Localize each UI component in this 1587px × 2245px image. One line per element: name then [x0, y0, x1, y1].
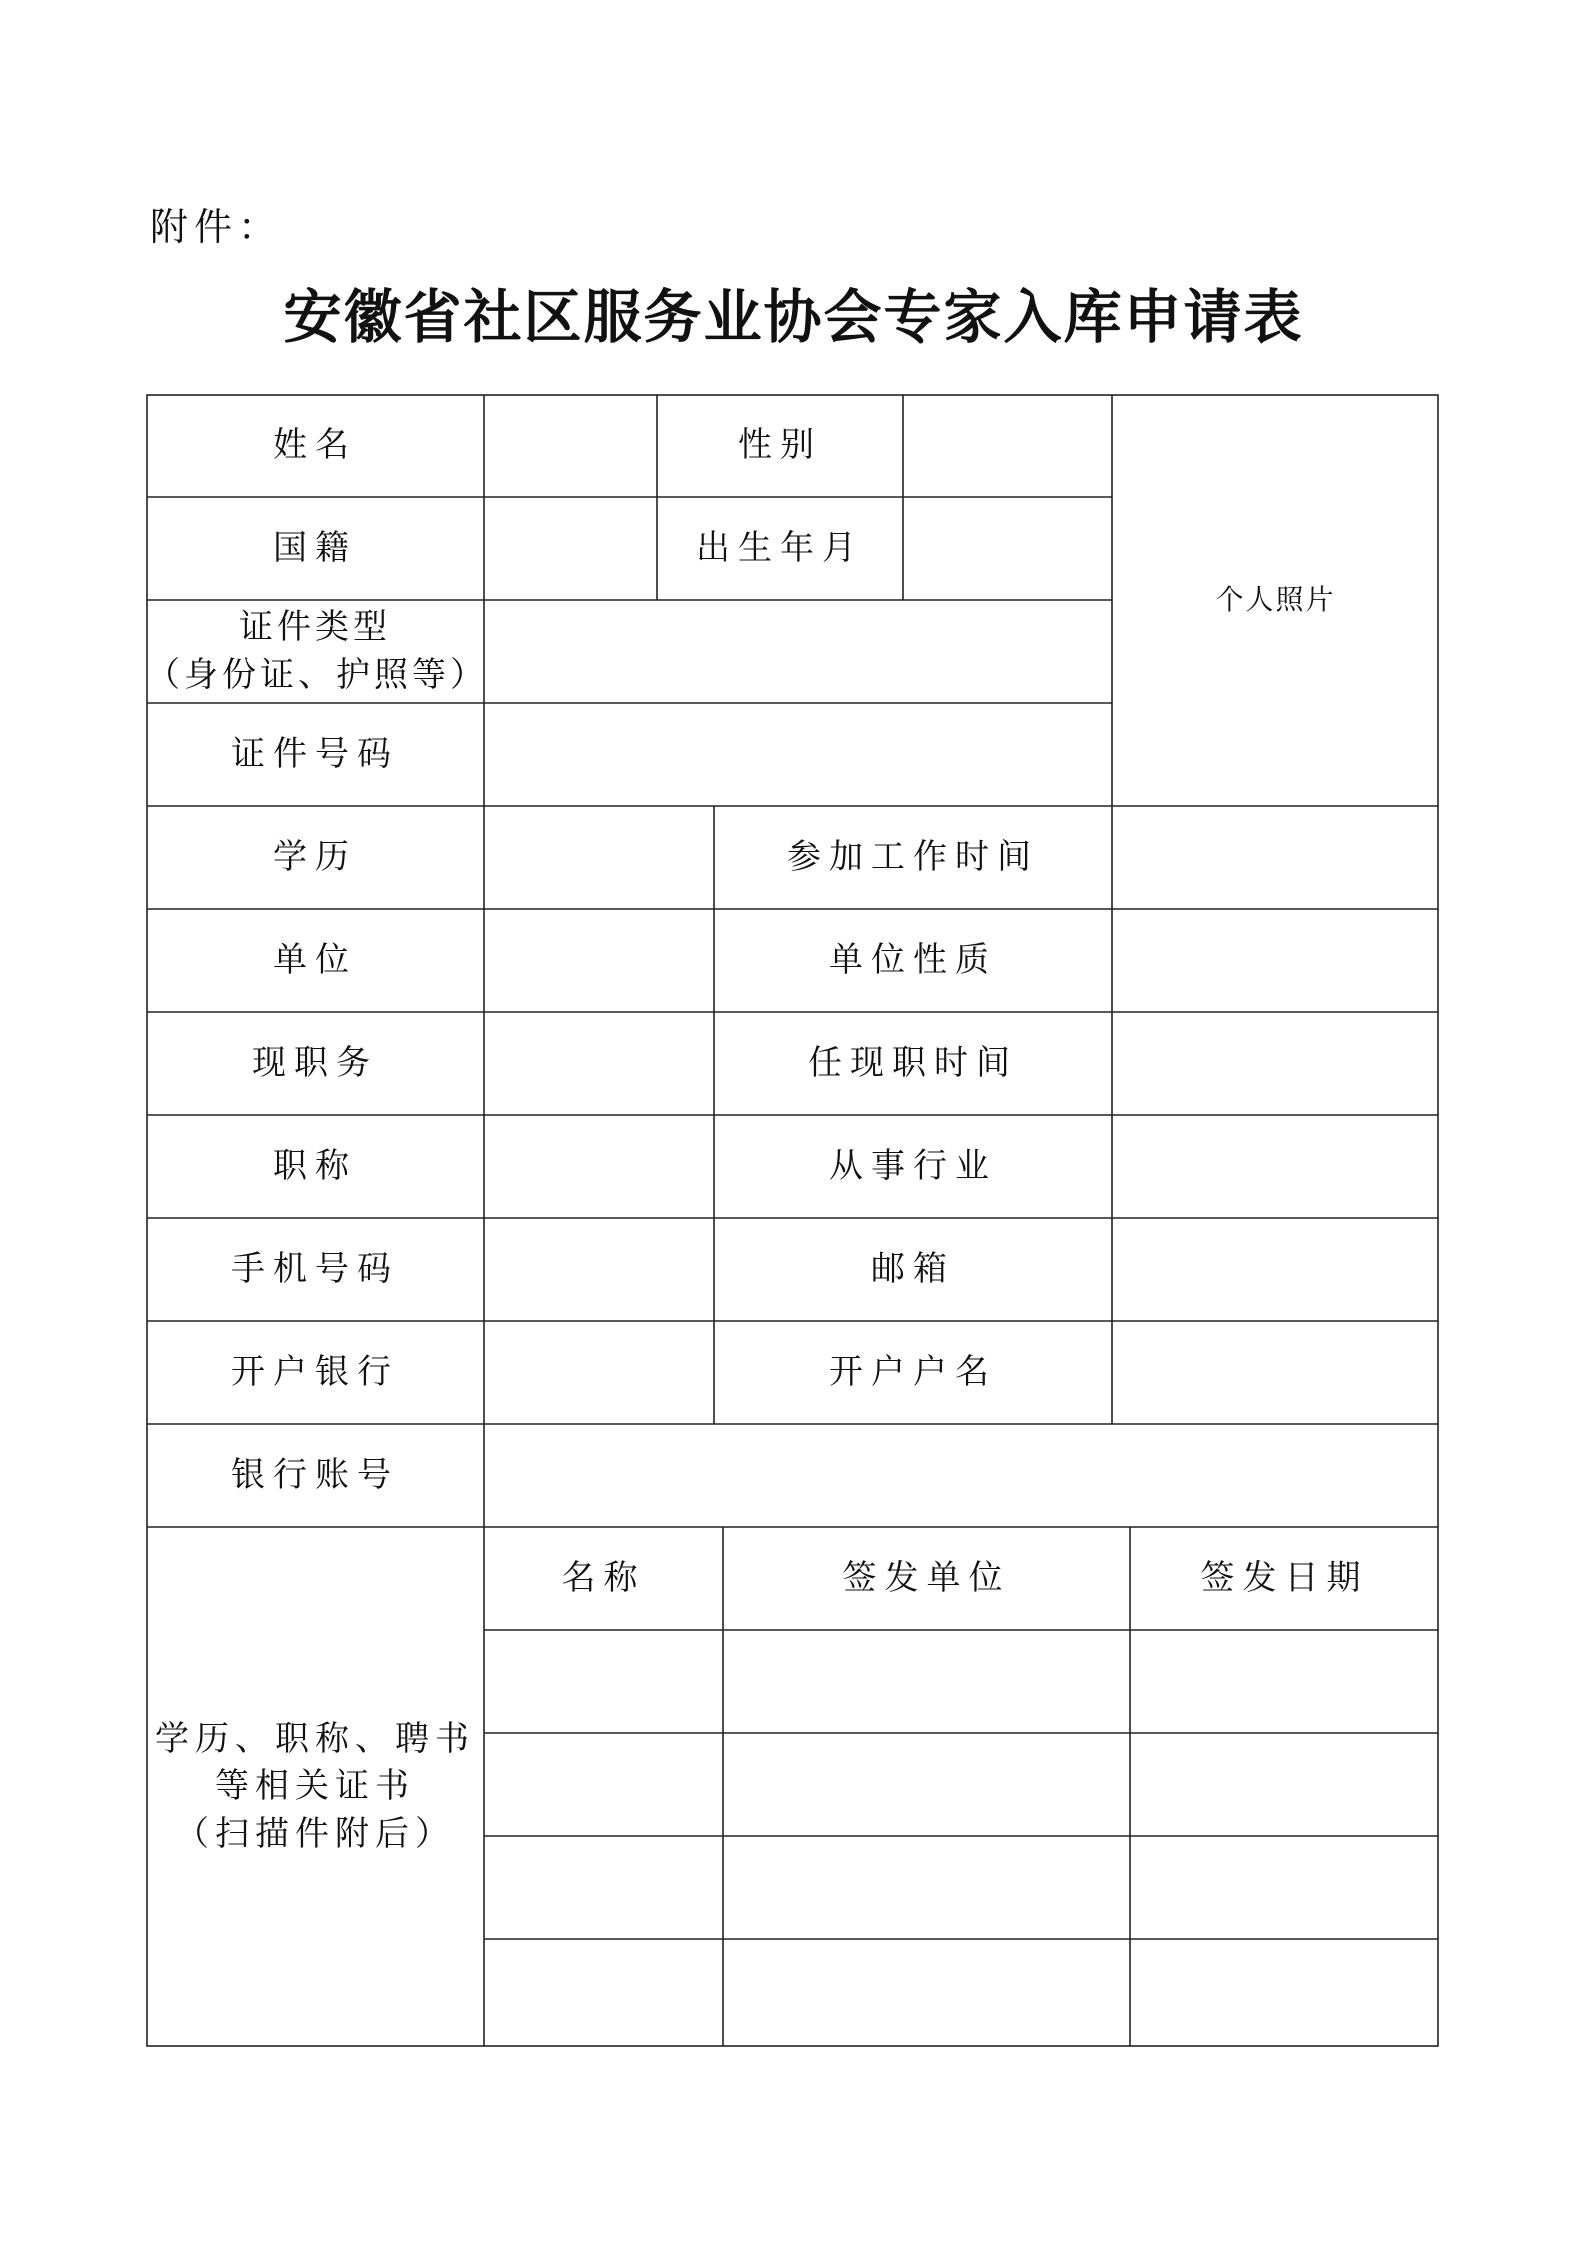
certs-header-name: 名称 [561, 1557, 646, 1598]
phone-label: 手机号码 [231, 1248, 399, 1289]
cert-row-4-date[interactable] [1130, 1939, 1439, 2046]
cert-row-2-name[interactable] [484, 1733, 723, 1836]
id-type-label-line2: （身份证、护照等） [146, 654, 488, 695]
gender-label: 性别 [738, 424, 822, 465]
employer-type-label: 单位性质 [829, 939, 997, 980]
email-field[interactable] [1112, 1218, 1439, 1321]
photo-placeholder[interactable]: 个人照片 [1215, 583, 1336, 617]
cert-row-3-name[interactable] [484, 1836, 723, 1939]
position-label: 现职务 [252, 1042, 378, 1083]
id-number-label: 证件号码 [231, 733, 399, 774]
application-form-table [146, 394, 1439, 2047]
industry-field[interactable] [1112, 1115, 1439, 1218]
phone-field[interactable] [484, 1218, 714, 1321]
cert-row-1-issuer[interactable] [723, 1630, 1130, 1733]
employer-field[interactable] [484, 909, 714, 1012]
bank-label: 开户银行 [231, 1351, 399, 1392]
work-start-label: 参加工作时间 [787, 836, 1039, 877]
certificates-label-line1: 学历、职称、聘书 [155, 1718, 475, 1759]
name-label: 姓名 [273, 424, 357, 465]
employer-label: 单位 [273, 939, 357, 980]
id-type-label [146, 600, 488, 703]
account-name-field[interactable] [1112, 1321, 1439, 1424]
account-number-field[interactable] [484, 1424, 1439, 1527]
form-title: 安徽省社区服务业协会专家入库申请表 [283, 283, 1304, 351]
cert-row-1-date[interactable] [1130, 1630, 1439, 1733]
birth-field[interactable] [903, 497, 1112, 600]
cert-row-1-name[interactable] [484, 1630, 723, 1733]
cert-row-2-issuer[interactable] [723, 1733, 1130, 1836]
nationality-label: 国籍 [273, 527, 357, 568]
cert-row-3-date[interactable] [1130, 1836, 1439, 1939]
position-since-field[interactable] [1112, 1012, 1439, 1115]
email-label: 邮箱 [871, 1248, 955, 1289]
id-type-label-line1: 证件类型 [239, 606, 391, 647]
work-start-field[interactable] [1112, 806, 1439, 909]
education-field[interactable] [484, 806, 714, 909]
certs-header-issuer: 签发单位 [842, 1557, 1011, 1598]
cert-row-4-name[interactable] [484, 1939, 723, 2046]
certificates-label-line2: 等相关证书 [215, 1766, 415, 1807]
account-number-label: 银行账号 [231, 1454, 399, 1495]
position-since-label: 任现职时间 [808, 1042, 1018, 1083]
cert-row-3-issuer[interactable] [723, 1836, 1130, 1939]
industry-label: 从事行业 [829, 1145, 997, 1186]
id-number-field[interactable] [484, 703, 1112, 806]
education-label: 学历 [273, 836, 357, 877]
certs-header-date: 签发日期 [1200, 1557, 1369, 1598]
attachment-label: 附件： [150, 205, 283, 249]
bank-field[interactable] [484, 1321, 714, 1424]
cert-row-2-date[interactable] [1130, 1733, 1439, 1836]
cert-row-4-issuer[interactable] [723, 1939, 1130, 2046]
name-field[interactable] [484, 394, 657, 497]
employer-type-field[interactable] [1112, 909, 1439, 1012]
birth-label: 出生年月 [696, 527, 864, 568]
account-name-label: 开户户名 [829, 1351, 997, 1392]
id-type-field[interactable] [484, 600, 1112, 703]
professional-title-field[interactable] [484, 1115, 714, 1218]
gender-field[interactable] [903, 394, 1112, 497]
nationality-field[interactable] [484, 497, 657, 600]
certificates-label-line3: （扫描件附后） [175, 1813, 455, 1854]
professional-title-label: 职称 [273, 1145, 357, 1186]
certificates-label [146, 1527, 484, 2047]
position-field[interactable] [484, 1012, 714, 1115]
